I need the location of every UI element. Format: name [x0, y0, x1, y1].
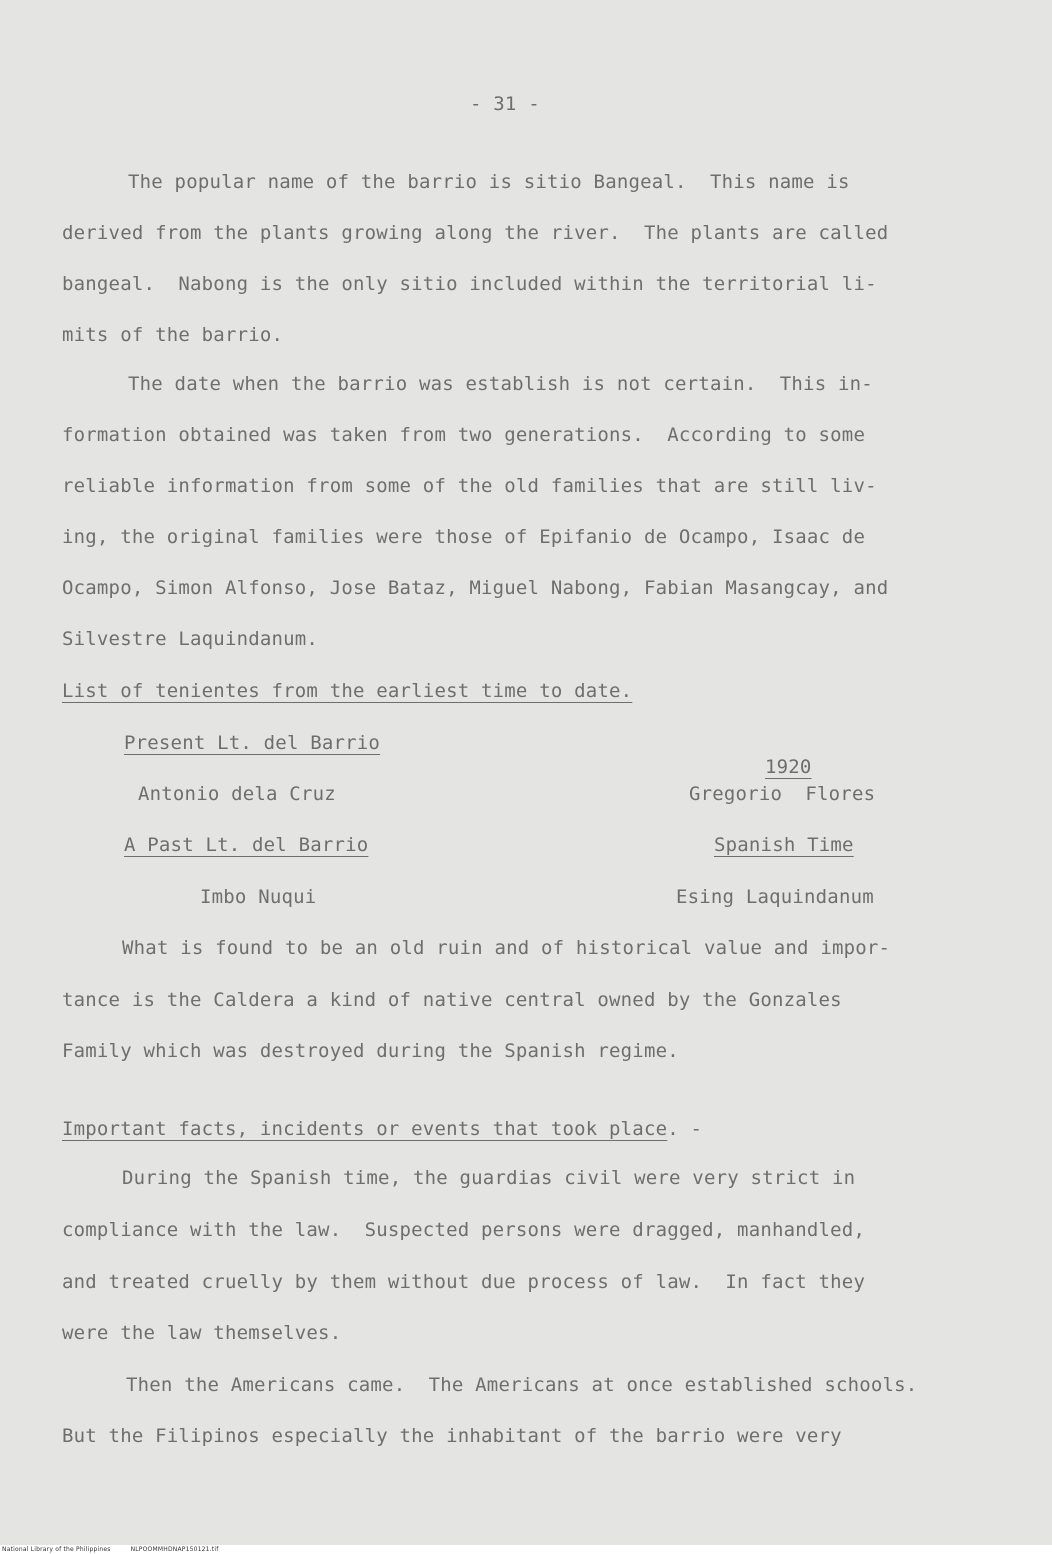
paragraph-2-line-1: The date when the barrio was establish is not certain. This in-	[128, 373, 873, 395]
year-1920-label: 1920	[765, 756, 812, 778]
spanish-time-name: Esing Laquindanum	[676, 886, 874, 908]
paragraph-3-line-3: Family which was destroyed during the Spanish regime.	[62, 1040, 679, 1062]
paragraph-3-line-1: What is found to be an old ruin and of historical value and impor-	[122, 937, 891, 959]
paragraph-2-line-5: Ocampo, Simon Alfonso, Jose Bataz, Miguel Nabong, Fabian Masangcay, and	[62, 577, 889, 599]
paragraph-4-line-3: and treated cruelly by them without due process of law. In fact they	[62, 1271, 866, 1293]
paragraph-2-line-2: formation obtained was taken from two generations. According to some	[62, 424, 866, 446]
facts-heading: Important facts, incidents or events that took place	[62, 1118, 668, 1140]
paragraph-4-line-1: During the Spanish time, the guardias civil were very strict in	[122, 1167, 856, 1189]
scan-footer	[0, 1545, 1052, 1554]
paragraph-2-line-6: Silvestre Laquindanum.	[62, 628, 319, 650]
paragraph-1-line-3: bangeal. Nabong is the only sitio included within the territorial li-	[62, 273, 877, 295]
paragraph-2-line-3: reliable information from some of the old families that are still liv-	[62, 475, 877, 497]
tenientes-heading: List of tenientes from the earliest time to date.	[62, 680, 633, 702]
present-lt-name: Antonio dela Cruz	[138, 783, 336, 805]
page-number: - 31 -	[470, 93, 540, 115]
facts-heading-row	[62, 1117, 702, 1141]
paragraph-4-line-4: were the law themselves.	[62, 1322, 342, 1344]
paragraph-1-line-1: The popular name of the barrio is sitio Bangeal. This name is	[128, 171, 850, 193]
paragraph-5-line-2: But the Filipinos especially the inhabitant of the barrio were very	[62, 1425, 842, 1447]
paragraph-1-line-2: derived from the plants growing along the river. The plants are called	[62, 222, 889, 244]
paragraph-2-line-4: ing, the original families were those of Epifanio de Ocampo, Isaac de	[62, 526, 866, 548]
paragraph-4-line-2: compliance with the law. Suspected persons were dragged, manhandled,	[62, 1219, 866, 1241]
paragraph-5-line-1: Then the Americans came. The Americans at once established schools.	[126, 1374, 918, 1396]
spanish-time-label: Spanish Time	[714, 834, 854, 856]
lt-1920-name: Gregorio Flores	[689, 783, 876, 805]
past-lt-name: Imbo Nuqui	[200, 886, 317, 908]
paragraph-1-line-4: mits of the barrio.	[62, 324, 284, 346]
past-lt-label: A Past Lt. del Barrio	[124, 834, 369, 856]
footer-library: National Library of the Philippines	[2, 1546, 111, 1553]
facts-heading-suffix: . -	[667, 1118, 703, 1140]
paragraph-3-line-2: tance is the Caldera a kind of native central owned by the Gonzales	[62, 989, 842, 1011]
footer-filename: NLPOOMMHDNAP150121.tif	[130, 1546, 219, 1553]
present-lt-label: Present Lt. del Barrio	[124, 732, 381, 754]
